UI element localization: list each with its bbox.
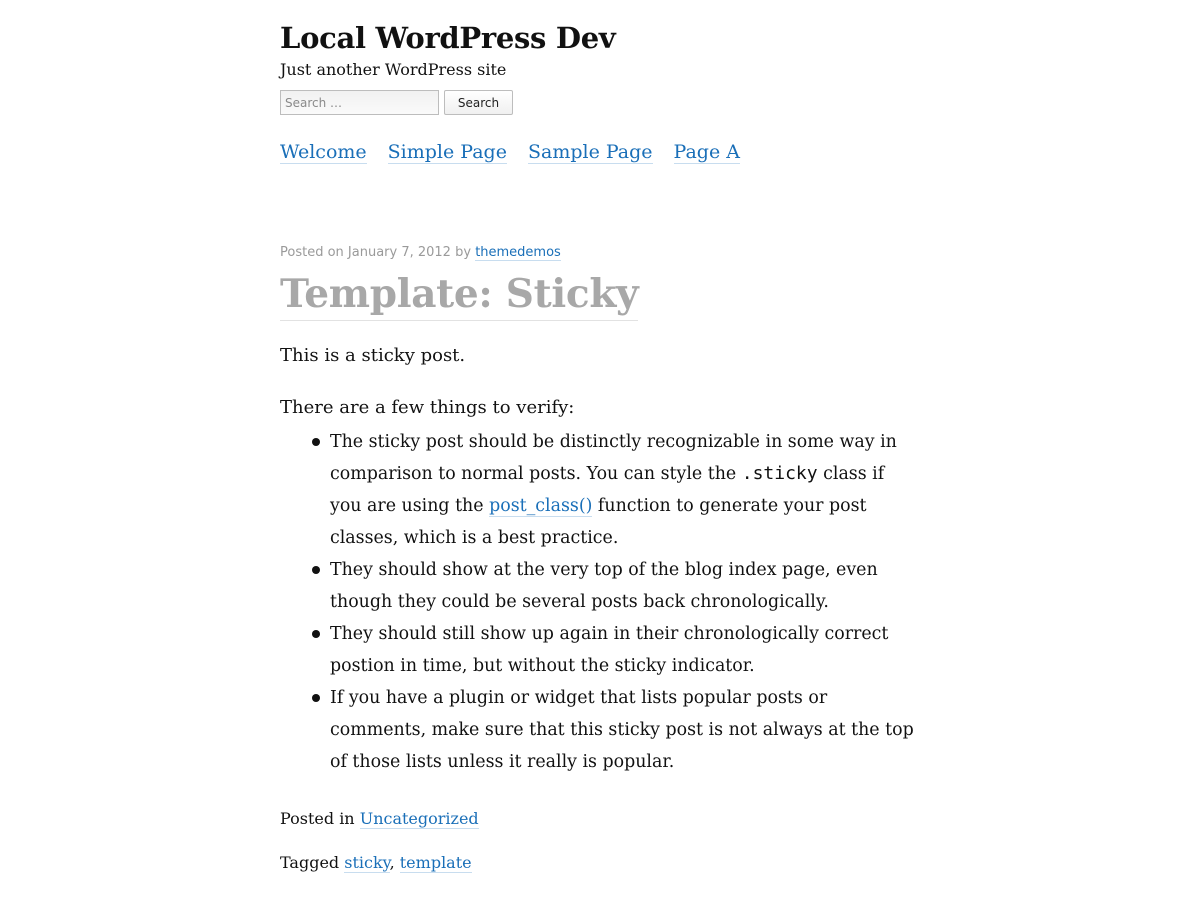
- item3-text: They should still show up again in their chronologically correct postion in time, but without the sticky indicator.: [330, 624, 889, 676]
- site-description: Just another WordPress site: [280, 60, 507, 79]
- nav-item-sample-page[interactable]: Sample Page: [527, 141, 653, 163]
- meta-posted-on-label: Posted on: [280, 245, 348, 260]
- tagged-label: Tagged: [280, 853, 345, 872]
- nav-item-welcome[interactable]: Welcome: [280, 141, 367, 163]
- nav-item-page-a[interactable]: Page A: [673, 141, 740, 163]
- post-class-link[interactable]: post_class(): [489, 496, 593, 516]
- category-link-uncategorized[interactable]: Uncategorized: [359, 809, 479, 828]
- nav-item-simple-page[interactable]: Simple Page: [387, 141, 507, 163]
- item2-text: They should show at the very top of the blog index page, even though they could be several posts back chronologically.: [330, 560, 878, 612]
- search-button[interactable]: Search: [444, 90, 513, 115]
- item1-text-c: function to generate your post classes, which is a best practice.: [330, 496, 867, 548]
- item1-text-a: The sticky post should be distinctly recognizable in some way in comparison to normal posts. You can style the: [330, 432, 897, 484]
- list-item: [330, 682, 920, 778]
- post-tags: [280, 850, 472, 876]
- post-title[interactable]: Template: Sticky: [280, 268, 638, 321]
- post-date: January 7, 2012: [347, 245, 451, 260]
- tag-link-template[interactable]: template: [399, 853, 472, 872]
- item1-text-b: class if you are using the: [330, 464, 885, 516]
- post-author-link[interactable]: themedemos: [475, 245, 561, 260]
- verify-intro: There are a few things to verify:: [280, 397, 575, 418]
- post-intro: This is a sticky post.: [280, 345, 466, 366]
- site-title[interactable]: Local WordPress Dev: [280, 21, 616, 55]
- verify-list: [280, 426, 920, 778]
- bullet-icon: [312, 630, 320, 638]
- posted-in-label: Posted in: [280, 809, 360, 828]
- list-item: [330, 426, 920, 554]
- list-item: [330, 618, 920, 682]
- tag-separator: ,: [389, 853, 400, 872]
- bullet-icon: [312, 566, 320, 574]
- search-input[interactable]: [280, 90, 439, 115]
- list-item: [330, 554, 920, 618]
- bullet-icon: [312, 438, 320, 446]
- item4-text: If you have a plugin or widget that lists popular posts or comments, make sure that this sticky post is not always at the top of those lists unless it really is popular.: [330, 688, 914, 772]
- meta-by-label: by: [450, 245, 476, 260]
- bullet-icon: [312, 694, 320, 702]
- post-categories: [280, 806, 479, 832]
- sticky-code: .sticky: [741, 463, 818, 484]
- tag-link-sticky[interactable]: sticky: [344, 853, 390, 872]
- post-meta: [280, 244, 561, 262]
- main-navigation: [280, 139, 761, 165]
